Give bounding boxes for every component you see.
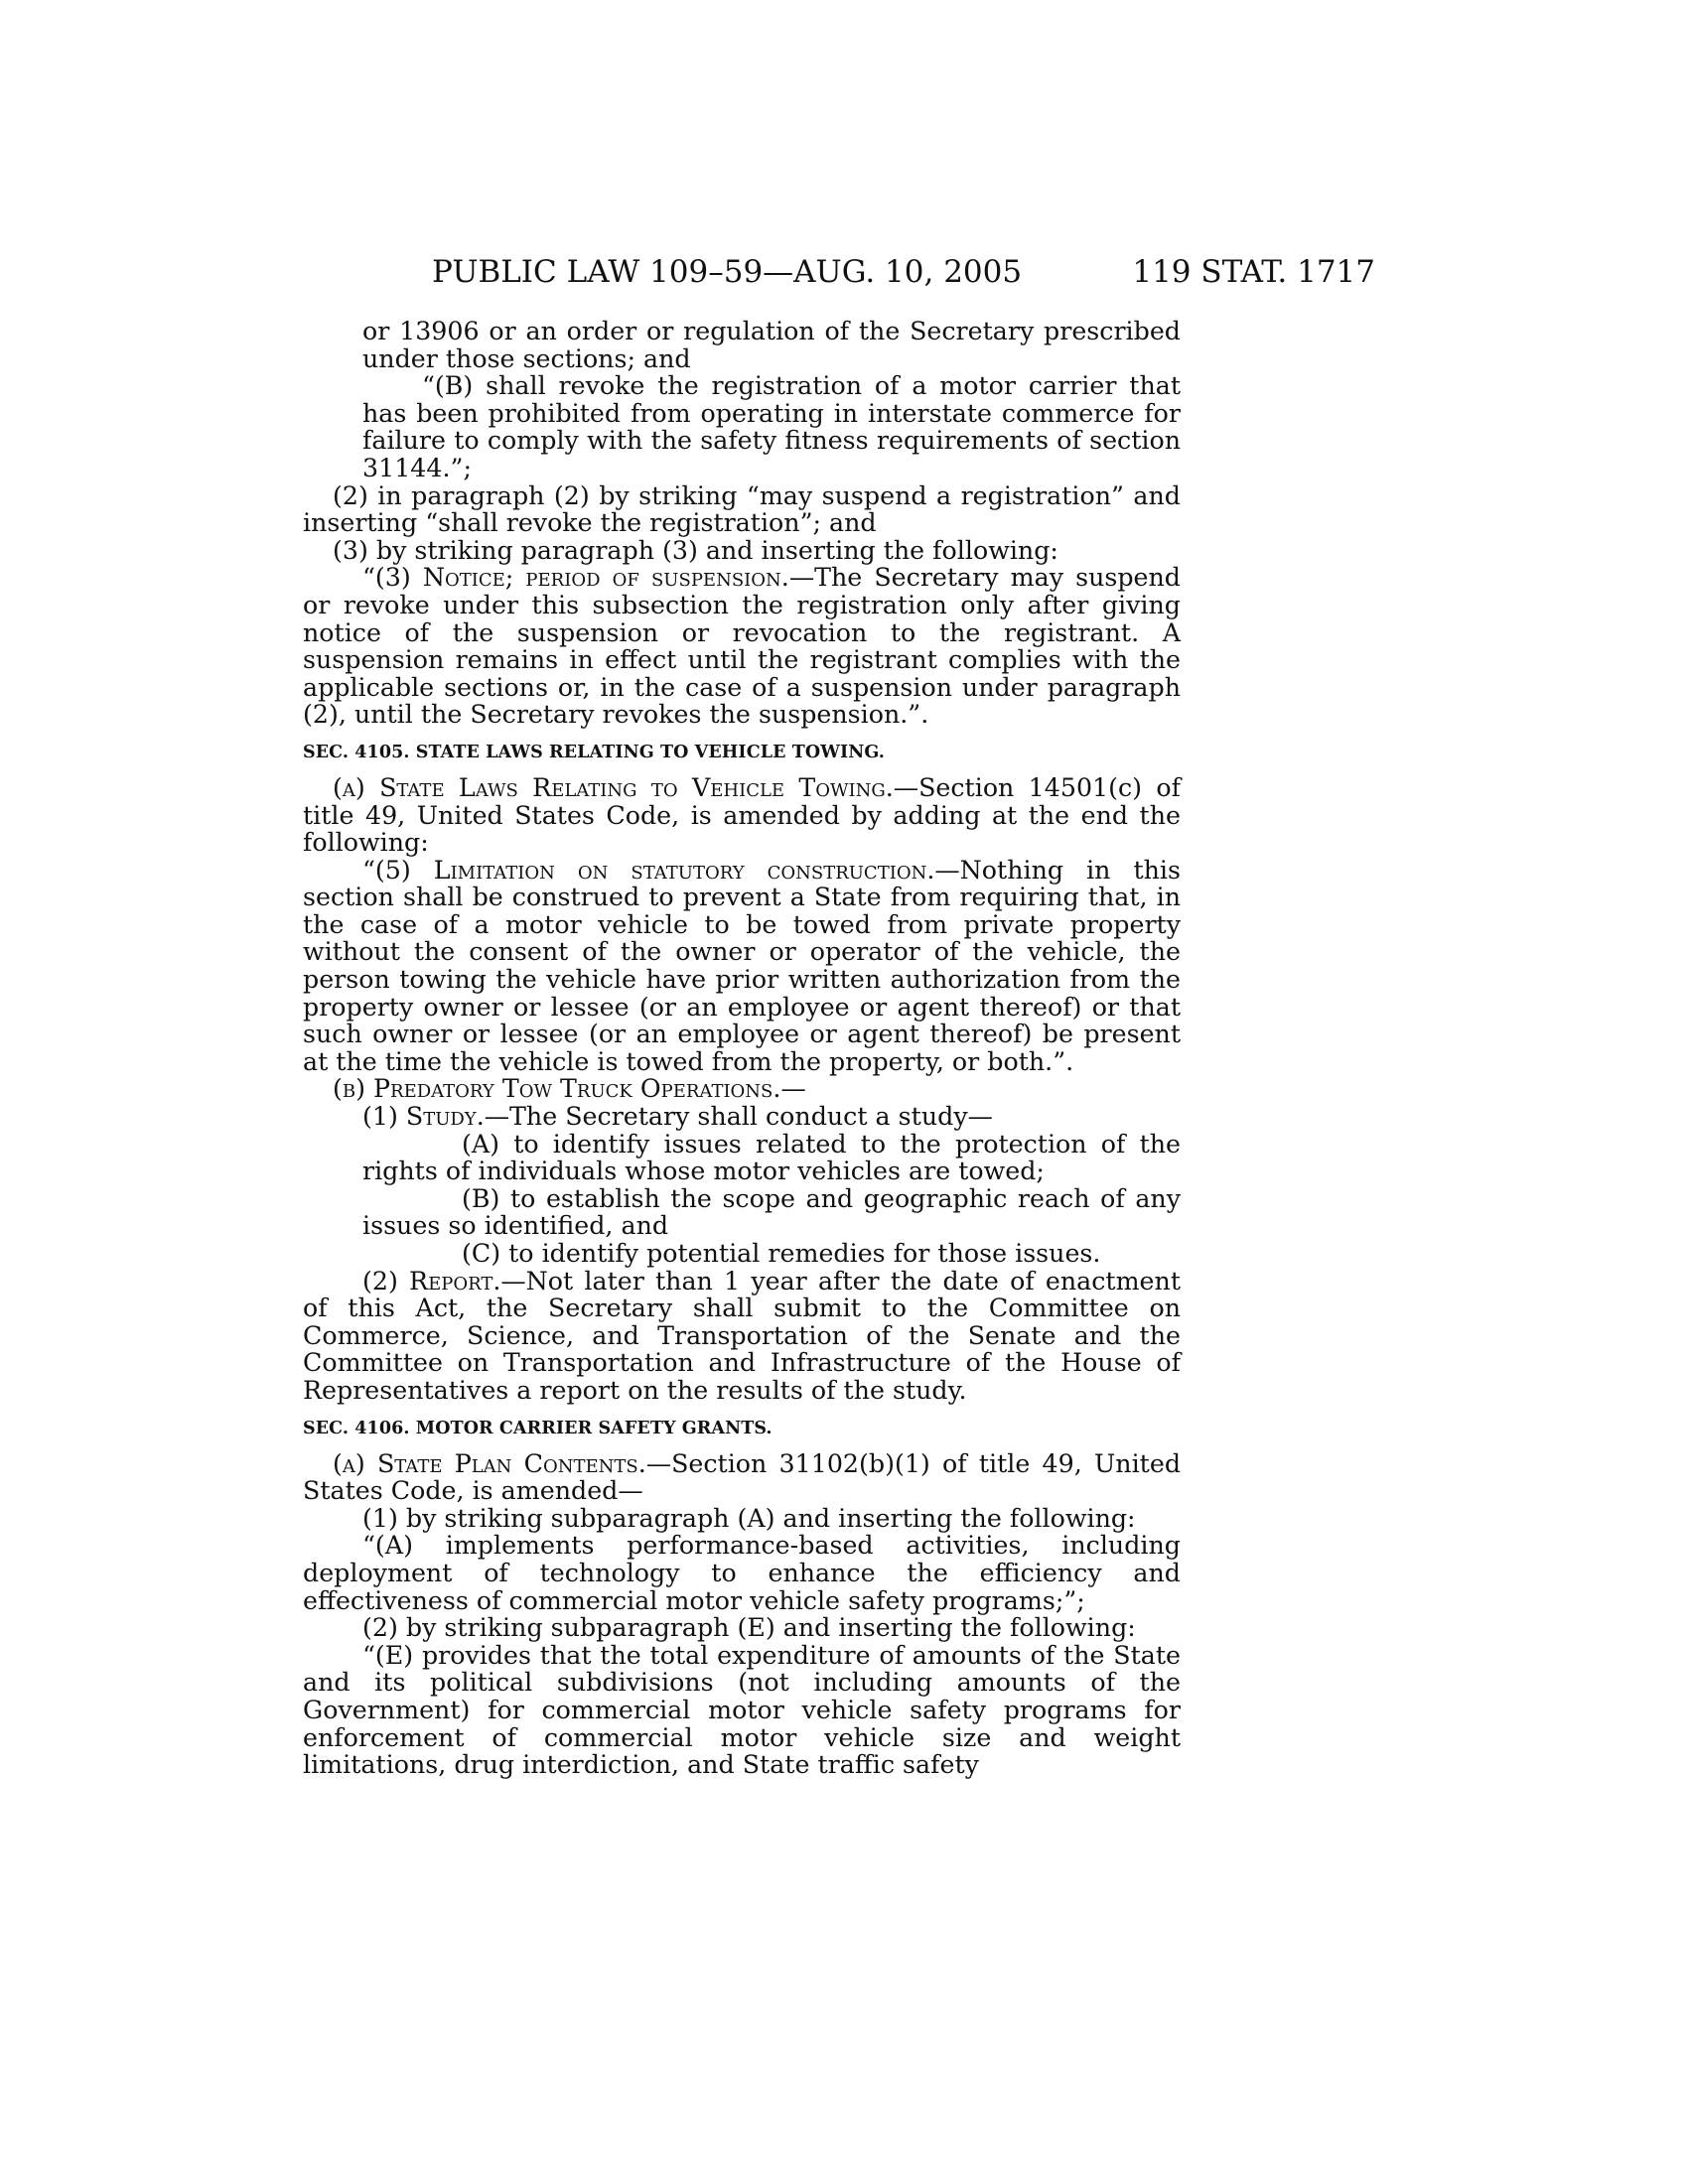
state-plan-text: —Section 31102(b)(1) of title 49, United States Code, is amended— — [303, 1448, 1182, 1506]
new-subparagraph-e: “(E) provides that the total expenditure of amounts of the State and its political subdivisions (not including amounts of the Government) for commercial motor vehicle safety programs for enforcement of commercial motor vehicle size and weight limitations, drug interdiction, and State traffic safety — [303, 1640, 1181, 1780]
report-text: —Not later than 1 year after the date of enactment of this Act, the Secretary shall submit to the Committee on Commerce, Science, and Transportation of the Senate and the Committee on Transportation and Infrastructure of the House of Representatives a report on the results of the study. — [303, 1266, 1181, 1405]
law-citation: PUBLIC LAW 109–59—AUG. 10, 2005 — [432, 254, 1023, 290]
amendment-paragraph-3: (3) by striking paragraph (3) and inserting the following: — [333, 535, 1058, 565]
paragraph-2-report — [303, 1268, 1181, 1405]
statute-page-number: 119 STAT. 1717 — [1132, 254, 1375, 290]
limitation-heading: “(5) Limitation on statutory construction. — [362, 855, 935, 885]
subsection-a-text: —Section 14501(c) of title 49, United States Code, is amended by adding at the end the following: — [303, 772, 1181, 858]
study-text: —The Secretary shall conduct a study— — [484, 1102, 993, 1132]
study-item-b: (B) to establish the scope and geographic reach of any issues so identified, and — [362, 1183, 1181, 1241]
subsection-b-predatory-tow — [303, 1075, 1181, 1103]
section-4105-heading: SEC. 4105. STATE LAWS RELATING TO VEHICLE TOWING. — [303, 742, 885, 762]
running-header — [432, 250, 1375, 294]
section-4106-heading: SEC. 4106. MOTOR CARRIER SAFETY GRANTS. — [303, 1418, 773, 1438]
new-subparagraph-a: “(A) implements performance-based activities, including deployment of technology to enhance the efficiency and effectiveness of commercial motor vehicle safety programs;”; — [303, 1531, 1181, 1615]
limitation-on-construction — [303, 857, 1181, 1076]
subsection-a-state-laws — [303, 774, 1181, 857]
subsection-b-dash: — — [780, 1074, 806, 1104]
limitation-text: —Nothing in this section shall be construed to prevent a State from requiring that, in the case of a motor vehicle to be towed from private property without the consent of the owner or operator of the vehicle, the person towing the vehicle have prior written authorization from the property owner or lessee (or an employee or agent thereof) or that such owner or lessee (or an employee or agent thereof) be present at the time the vehicle is towed from the property, or both.”. — [303, 855, 1181, 1076]
study-item-a: (A) to identify issues related to the protection of the rights of individuals whose motor vehicles are towed; — [362, 1129, 1181, 1186]
notice-period-of-suspension — [303, 564, 1181, 729]
subsection-b-heading: (b) Predatory Tow Truck Operations. — [333, 1074, 781, 1104]
study-heading: (1) Study. — [362, 1102, 485, 1132]
report-heading: (2) Report. — [362, 1266, 501, 1296]
subsection-a-heading: (a) State Laws Relating to Vehicle Towing. — [333, 772, 894, 802]
subsection-a-state-plan — [303, 1450, 1181, 1505]
body-text — [303, 318, 1181, 1779]
amendment-2-strike-e: (2) by striking subparagraph (E) and inserting the following: — [362, 1613, 1136, 1643]
study-item-c: (C) to identify potential remedies for those issues. — [462, 1239, 1101, 1268]
notice-heading: “(3) Notice; period of suspension. — [362, 563, 789, 593]
amendment-paragraph-2: (2) in paragraph (2) by striking “may suspend a registration” and inserting “shall revoke the registration”; and — [303, 480, 1181, 538]
amendment-1-strike-a: (1) by striking subparagraph (A) and inserting the following: — [362, 1503, 1136, 1533]
subparagraph-b-revoke: “(B) shall revoke the registration of a motor carrier that has been prohibited from operating in interstate commerce for failure to comply with the safety fitness requirements of section 31144.”; — [362, 371, 1181, 482]
paragraph-1-study — [303, 1103, 1181, 1131]
continuation-paragraph: or 13906 or an order or regulation of the Secretary prescribed under those sections; and — [362, 317, 1181, 373]
state-plan-heading: (a) State Plan Contents. — [333, 1448, 646, 1478]
notice-text: —The Secretary may suspend or revoke under this subsection the registration only after giving notice of the suspension or revocation to the registrant. A suspension remains in effect until the registrant complies with the applicable sections or, in the case of a suspension under paragraph (2), until the Secretary revokes the suspension.”. — [303, 563, 1181, 730]
